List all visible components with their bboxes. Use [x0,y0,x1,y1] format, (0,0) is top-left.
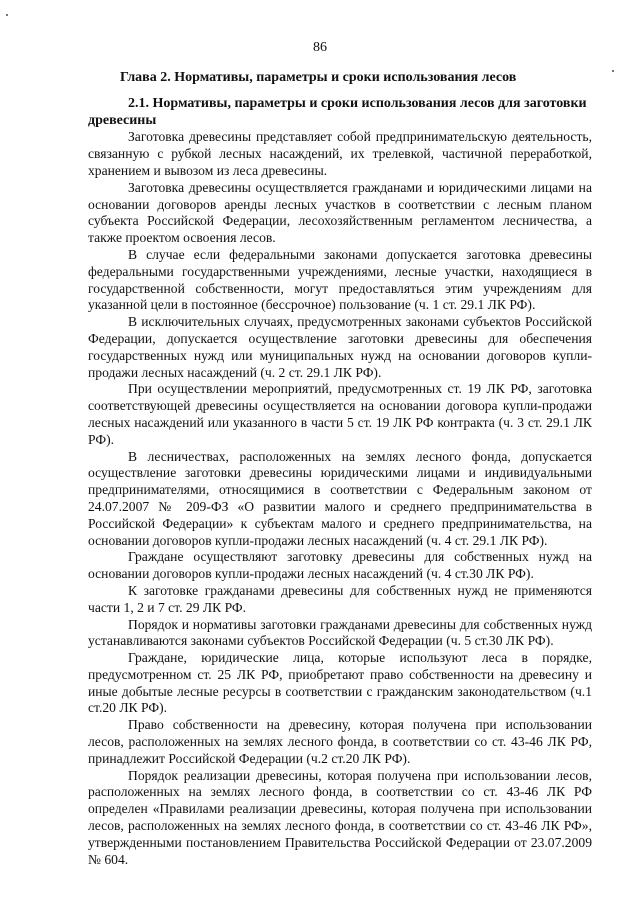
paragraph: В лесничествах, расположенных на землях лесного фонда, допускается осуществление заготовки древесины юридическими лицами и индивидуальными предпринимателями, относящимися в соответствии с Федеральным законом от 24.07.2007 № 209-ФЗ «О развитии малого и среднего предпринимательства в Российской Федерации» к субъектам малого и среднего предпринимательства, на основании договоров купли-продажи лесных насаждений (ч. 4 ст. 29.1 ЛК РФ). [88,448,592,548]
paragraph: Порядок и нормативы заготовки гражданами древесины для собственных нужд устанавливаются законами субъектов Российской Федерации (ч. 5 ст.30 ЛК РФ). [88,616,592,649]
chapter-title: Глава 2. Нормативы, параметры и сроки использования лесов [120,70,517,85]
section-title [88,96,592,130]
paragraph: Граждане осуществляют заготовку древесины для собственных нужд на основании договоров купли-продажи лесных насаждений (ч. 4 ст.30 ЛК РФ). [88,549,592,582]
page-body [88,70,592,868]
paragraph: Граждане, юридические лица, которые используют леса в порядке, предусмотренном ст. 25 ЛК РФ, приобретают право собственности на древесину и иные добытые лесные ресурсы в соответствии с гражданским законодательством (ч.1 ст.20 ЛК РФ). [88,650,592,716]
paragraph: Порядок реализации древесины, которая получена при использовании лесов, расположенных на землях лесного фонда, в соответствии со ст. 43-46 ЛК РФ определен «Правилами реализации древесины, которая получена при использовании лесов, расположенных на землях лесного фонда, в соответствии со ст. 43-46 ЛК РФ», утвержденными постановлением Правительства Российской Федерации от 23.07.2009 № 604. [88,767,592,867]
scan-speck [612,70,614,72]
scan-speck [6,14,8,16]
paragraph: Право собственности на древесину, которая получена при использовании лесов, расположенных на землях лесного фонда, в соответствии со ст. 43-46 ЛК РФ, принадлежит Российской Федерации (ч.2 ст.20 ЛК РФ). [88,717,592,766]
section-title-line2: древесины [88,112,157,128]
paragraph: В исключительных случаях, предусмотренных законами субъектов Российской Федерации, допускается осуществление заготовки древесины для обеспечения государственных нужд или муниципальных нужд на основании договоров купли-продажи лесных насаждений (ч. 2 ст. 29.1 ЛК РФ). [88,314,592,380]
paragraph: К заготовке гражданами древесины для собственных нужд не применяются части 1, 2 и 7 ст. 29 ЛК РФ. [88,582,592,615]
section-title-line1: 2.1. Нормативы, параметры и сроки использования лесов для заготовки [128,95,587,111]
paragraph: Заготовка древесины представляет собой предпринимательскую деятельность, связанную с рубкой лесных насаждений, их трелевкой, частичной переработкой, хранением и вывозом из леса древесины. [88,129,592,178]
paragraph: При осуществлении мероприятий, предусмотренных ст. 19 ЛК РФ, заготовка соответствующей древесины осуществляется на основании договора купли-продажи лесных насаждений или указанного в части 5 ст. 19 ЛК РФ контракта (ч. 3 ст. 29.1 ЛК РФ). [88,381,592,447]
paragraph: В случае если федеральными законами допускается заготовка древесины федеральными государственными учреждениями, лесные участки, находящиеся в государственной собственности, могут предоставляться этим учреждениям для указанной цели в постоянное (бессрочное) пользование (ч. 1 ст. 29.1 ЛК РФ). [88,246,592,313]
paragraph: Заготовка древесины осуществляется гражданами и юридическими лицами на основании договоров аренды лесных участков в соответствии с лесным планом субъекта Российской Федерации, лесохозяйственным регламентом лесничества, а также проектом освоения лесов. [88,179,592,246]
page-number: 86 [313,40,327,55]
